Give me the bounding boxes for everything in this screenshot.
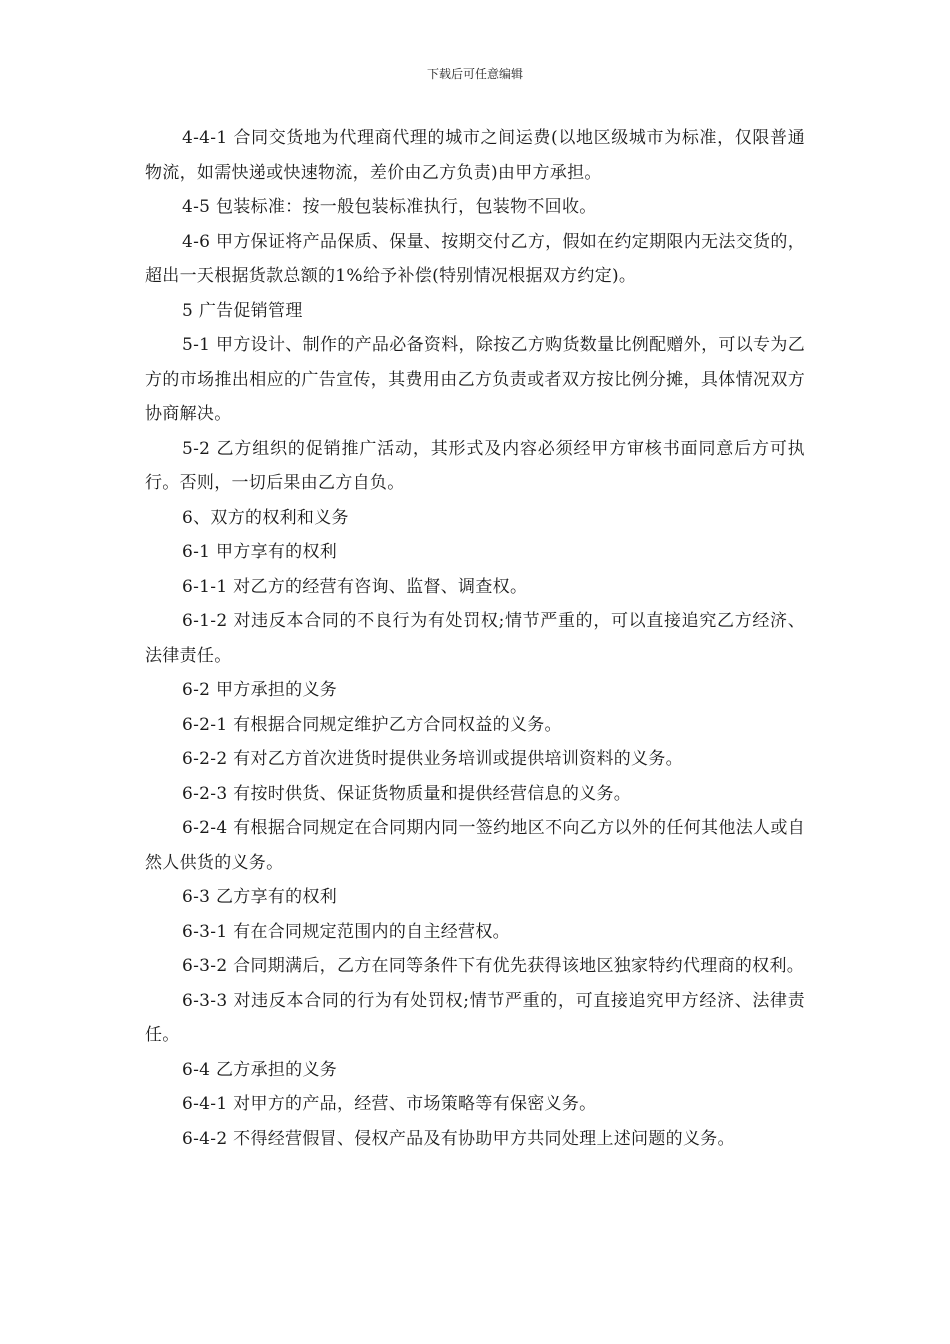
paragraph-4-6: 4-6 甲方保证将产品保质、保量、按期交付乙方，假如在约定期限内无法交货的，超出一天根据货款总额的1%给予补偿(特别情况根据双方约定)。: [145, 231, 805, 286]
section-heading-6: 6、双方的权利和义务: [182, 507, 349, 528]
section-heading-5: 5 广告促销管理: [182, 300, 303, 321]
paragraph-6-3-1: 6-3-1 有在合同规定范围内的自主经营权。: [182, 921, 510, 942]
paragraph-6-2-2: 6-2-2 有对乙方首次进货时提供业务培训或提供培训资料的义务。: [182, 749, 683, 769]
subheading-6-3: 6-3 乙方享有的权利: [182, 887, 338, 907]
paragraph-6-1-1: 6-1-1 对乙方的经营有咨询、监督、调查权。: [182, 576, 528, 597]
paragraph-5-2: 5-2 乙方组织的促销推广活动，其形式及内容必须经甲方审核书面同意后方可执行。否则，一切后果由乙方自负。: [145, 438, 805, 493]
paragraph-6-1-2: 6-1-2 对违反本合同的不良行为有处罚权;情节严重的，可以直接追究乙方经济、法律责任。: [145, 611, 805, 666]
subheading-6-1: 6-1 甲方享有的权利: [182, 542, 338, 562]
paragraph-6-4-2: 6-4-2 不得经营假冒、侵权产品及有协助甲方共同处理上述问题的义务。: [182, 1128, 735, 1149]
subheading-6-4: 6-4 乙方承担的义务: [182, 1059, 338, 1080]
paragraph-6-2-1: 6-2-1 有根据合同规定维护乙方合同权益的义务。: [182, 714, 562, 735]
subheading-6-2: 6-2 甲方承担的义务: [182, 680, 338, 700]
paragraph-6-3-3: 6-3-3 对违反本合同的行为有处罚权;情节严重的，可直接追究甲方经济、法律责任。: [145, 990, 805, 1045]
paragraph-6-2-4: 6-2-4 有根据合同规定在合同期内同一签约地区不向乙方以外的任何其他法人或自然人供货的义务。: [145, 818, 805, 873]
paragraph-4-5: 4-5 包装标准：按一般包装标准执行，包装物不回收。: [182, 197, 597, 217]
paragraph-6-2-3: 6-2-3 有按时供货、保证货物质量和提供经营信息的义务。: [182, 783, 632, 804]
document-body: [145, 121, 805, 1156]
paragraph-5-1: 5-1 甲方设计、制作的产品必备资料，除按乙方购货数量比例配赠外，可以专为乙方的市场推出相应的广告宣传，其费用由乙方负责或者双方按比例分摊，具体情况双方协商解决。: [145, 335, 805, 424]
paragraph-4-4-1: 4-4-1 合同交货地为代理商代理的城市之间运费(以地区级城市为标准，仅限普通物流，如需快递或快速物流，差价由乙方负责)由甲方承担。: [145, 128, 805, 183]
page-header: 下载后可任意编辑: [426, 67, 523, 81]
paragraph-6-4-1: 6-4-1 对甲方的产品，经营、市场策略等有保密义务。: [182, 1094, 597, 1114]
paragraph-6-3-2: 6-3-2 合同期满后，乙方在同等条件下有优先获得该地区独家特约代理商的权利。: [182, 956, 805, 976]
